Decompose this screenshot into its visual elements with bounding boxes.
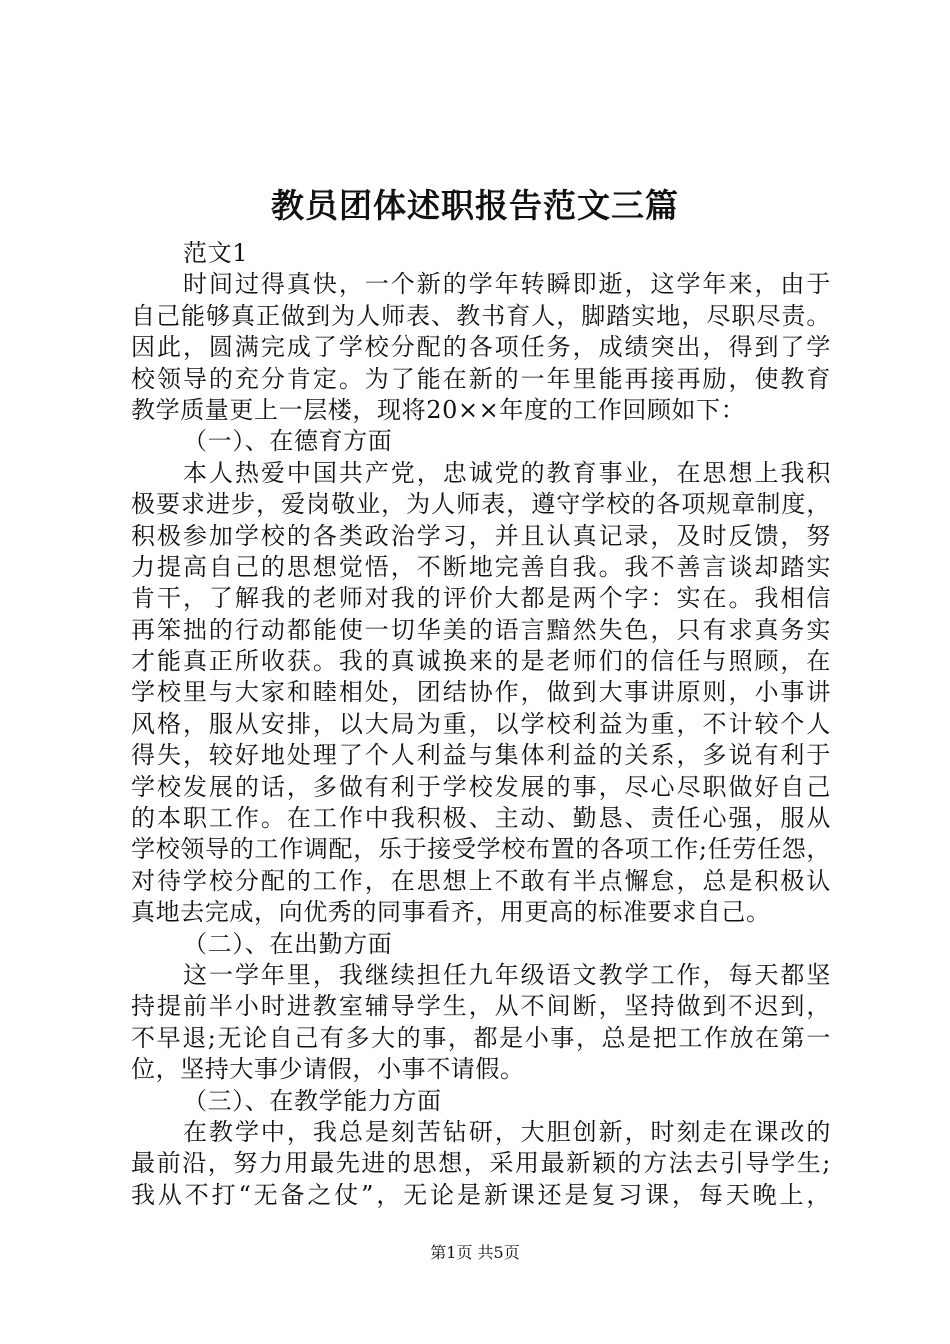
body-line: 在教学中，我总是刻苦钻研，大胆创新，时刻走在课改的 — [183, 1117, 831, 1146]
body-line: 力提高自己的思想觉悟，不断地完善自我。我不善言谈却踏实 — [131, 552, 831, 581]
body-line: 肯干，了解我的老师对我的评价大都是两个字：实在。我相信 — [131, 584, 831, 613]
body-line: 本人热爱中国共产党，忠诚党的教育事业，在思想上我积 — [183, 458, 831, 487]
document-title: 教员团体述职报告范文三篇 — [271, 186, 679, 225]
body-line: 得失，较好地处理了个人利益与集体利益的关系，多说有利于 — [131, 741, 831, 770]
document-body — [131, 238, 831, 1211]
body-line: 对待学校分配的工作，在思想上不敢有半点懈怠，总是积极认 — [131, 866, 831, 895]
body-line: 持提前半小时进教室辅导学生，从不间断，坚持做到不迟到， — [131, 992, 831, 1021]
body-line: 极要求进步，爱岗敬业，为人师表，遵守学校的各项规章制度， — [131, 490, 831, 519]
body-line: 因此，圆满完成了学校分配的各项任务，成绩突出，得到了学 — [131, 333, 831, 362]
body-line: 才能真正所收获。我的真诚换来的是老师们的信任与照顾，在 — [131, 647, 831, 676]
body-line: 我从不打“无备之仗”，无论是新课还是复习课，每天晚上， — [131, 1180, 831, 1209]
body-line: 自己能够真正做到为人师表、教书育人，脚踏实地，尽职尽责。 — [131, 301, 831, 330]
body-line: 学校里与大家和睦相处，团结协作，做到大事讲原则，小事讲 — [131, 678, 831, 707]
body-line: （一）、在德育方面 — [183, 427, 393, 456]
body-line: 积极参加学校的各类政治学习，并且认真记录，及时反馈，努 — [131, 521, 831, 550]
body-line: 的本职工作。在工作中我积极、主动、勤恳、责任心强，服从 — [131, 804, 831, 833]
body-line: 学校领导的工作调配，乐于接受学校布置的各项工作;任劳任怨， — [131, 835, 831, 864]
body-line: 校领导的充分肯定。为了能在新的一年里能再接再励，使教育 — [131, 364, 831, 393]
body-line: 真地去完成，向优秀的同事看齐，用更高的标准要求自己。 — [131, 898, 771, 927]
body-line: 不早退;无论自己有多大的事，都是小事，总是把工作放在第一 — [131, 1023, 831, 1052]
body-line: 风格，服从安排，以大局为重，以学校利益为重，不计较个人 — [131, 709, 831, 738]
body-line: 这一学年里，我继续担任九年级语文教学工作，每天都坚 — [183, 960, 831, 989]
body-line: 最前沿，努力用最先进的思想，采用最新颖的方法去引导学生; — [131, 1149, 831, 1178]
body-line: 再笨拙的行动都能使一切华美的语言黯然失色，只有求真务实 — [131, 615, 831, 644]
body-line: 位，坚持大事少请假，小事不请假。 — [131, 1055, 525, 1084]
body-line: （三）、在教学能力方面 — [183, 1086, 442, 1115]
body-line: 时间过得真快，一个新的学年转瞬即逝，这学年来，由于 — [183, 270, 831, 299]
body-line: 教学质量更上一层楼，现将20××年度的工作回顾如下： — [131, 395, 746, 424]
page-footer: 第1页 共5页 — [430, 1243, 520, 1262]
body-line: （二）、在出勤方面 — [183, 929, 393, 958]
body-line: 范文1 — [183, 239, 249, 267]
body-line: 学校发展的话，多做有利于学校发展的事，尽心尽职做好自己 — [131, 772, 831, 801]
